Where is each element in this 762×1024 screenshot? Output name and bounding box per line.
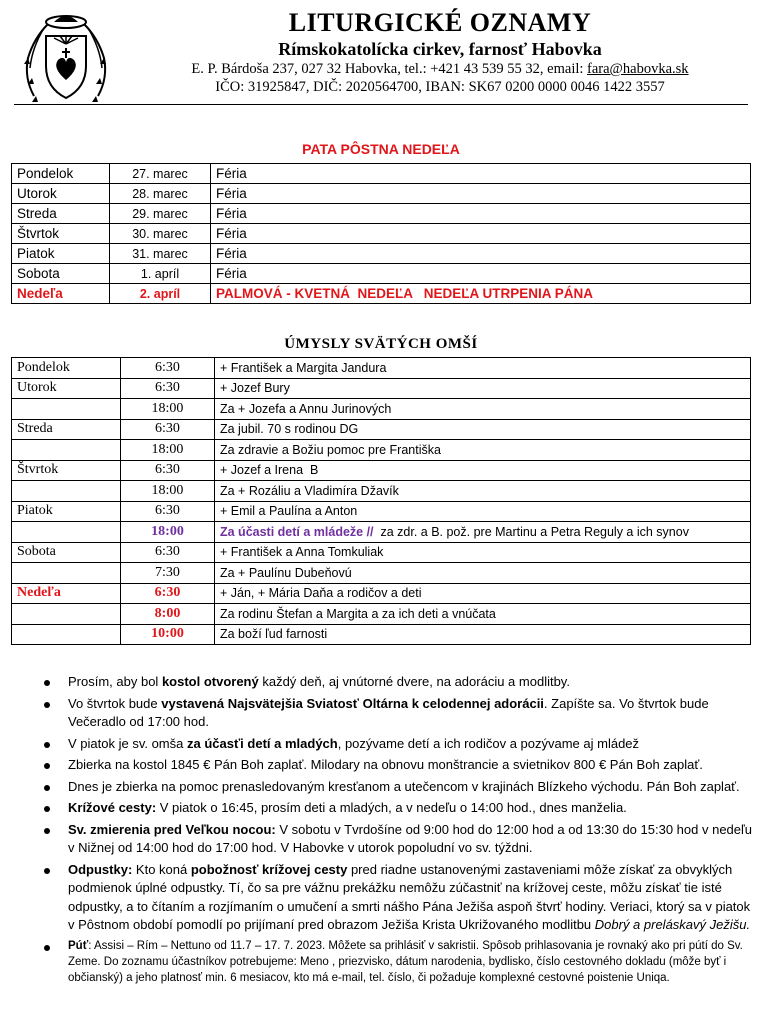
list-item (48, 821, 754, 858)
bullet-icon (44, 742, 50, 748)
intention-text: Za rodinu Štefan a Margita a za ich deti a vnúčata (220, 606, 496, 621)
note-text: Sv. zmierenia pred Veľkou nocou: (68, 821, 276, 837)
note-text: Odpustky: (68, 861, 133, 877)
list-item (48, 673, 754, 692)
date-cell: 30. marec (110, 224, 211, 244)
intention-cell (215, 378, 751, 399)
table-row (12, 563, 751, 584)
table-row (12, 224, 751, 244)
intention-text: Za + Rozáliu a Vladimíra Džavík (220, 483, 399, 498)
date-cell: 29. marec (110, 204, 211, 224)
masses-title: ÚMYSLY SVÄTÝCH OMŠÍ (284, 336, 478, 352)
intention-text: + Jozef Bury (220, 381, 290, 396)
liturgy-cell: PALMOVÁ - KVETNÁ NEDEĽA NEDEĽA UTRPENIA PÁNA (211, 284, 751, 304)
day-cell: Piatok (12, 244, 110, 264)
time-cell: 18:00 (121, 399, 215, 420)
table-row (12, 624, 751, 645)
liturgy-cell: Féria (211, 244, 751, 264)
date-cell: 27. marec (110, 164, 211, 184)
day-cell: Sobota (12, 264, 110, 284)
day-cell: Nedeľa (12, 583, 121, 604)
time-cell: 8:00 (121, 604, 215, 625)
day-cell: Streda (12, 419, 121, 440)
parish-name: Rímskokatolícka cirkev, farnosť Habovka (278, 39, 602, 59)
intention-text: Za boží ľud farnosti (220, 627, 328, 642)
time-cell: 6:30 (121, 542, 215, 563)
table-row (12, 244, 751, 264)
table-row (12, 378, 751, 399)
table-row (12, 184, 751, 204)
table-row (12, 419, 751, 440)
day-cell: Sobota (12, 542, 121, 563)
list-item (48, 938, 754, 986)
intention-cell (215, 522, 751, 543)
date-cell: 1. apríl (110, 264, 211, 284)
time-cell: 18:00 (121, 522, 215, 543)
email-link[interactable]: fara@habovka.sk (587, 61, 689, 77)
liturgy-cell: Féria (211, 204, 751, 224)
day-cell: Utorok (12, 184, 110, 204)
note-text: Vo štvrtok bude (68, 695, 162, 711)
time-cell: 18:00 (121, 440, 215, 461)
week-title: PATA PÔSTNA NEDEĽA (302, 141, 460, 157)
youth-mass-label: Za účasti detí a mládeže // (220, 524, 374, 539)
day-cell (12, 522, 121, 543)
intention-cell (215, 604, 751, 625)
letterhead (130, 8, 750, 96)
week-calendar-table (11, 163, 751, 304)
liturgy-cell: Féria (211, 224, 751, 244)
intention-text: Za + Paulínu Dubeňovú (220, 565, 352, 580)
day-cell: Nedeľa (12, 284, 110, 304)
liturgy-cell: Féria (211, 164, 751, 184)
table-row (12, 604, 751, 625)
bullet-icon (44, 806, 50, 812)
parish-address (130, 60, 750, 78)
intention-text: Za zdravie a Božiu pomoc pre Františka (220, 442, 441, 457)
note-text: kostol otvorený (161, 674, 259, 689)
day-cell: Piatok (12, 501, 121, 522)
table-row (12, 204, 751, 224)
time-cell: 6:30 (121, 460, 215, 481)
intention-text: Za + Jozefa a Annu Jurinových (220, 401, 392, 416)
date-cell: 28. marec (110, 184, 211, 204)
intention-text: za zdr. a B. pož. pre Martinu a Petra Reguly a ich synov (373, 524, 689, 539)
table-row (12, 399, 751, 420)
table-row (12, 358, 751, 379)
parish-crest-logo (14, 8, 118, 112)
mass-intentions-table (11, 357, 751, 645)
intention-cell (215, 563, 751, 584)
intention-cell (215, 583, 751, 604)
table-row (12, 164, 751, 184)
note-text: pobožnosť krížovej cesty (190, 861, 348, 877)
note-text: V piatok je sv. omša (68, 735, 187, 751)
liturgy-cell: Féria (211, 184, 751, 204)
intention-cell (215, 481, 751, 502)
time-cell: 6:30 (121, 358, 215, 379)
table-row (12, 284, 751, 304)
bullet-icon (44, 945, 50, 951)
day-cell (12, 563, 121, 584)
table-row (12, 460, 751, 481)
day-cell: Streda (12, 204, 110, 224)
day-cell: Pondelok (12, 358, 121, 379)
table-row (12, 583, 751, 604)
table-row (12, 481, 751, 502)
day-cell: Štvrtok (12, 224, 110, 244)
time-cell: 18:00 (121, 481, 215, 502)
intention-cell (215, 419, 751, 440)
table-row (12, 522, 751, 543)
day-cell (12, 399, 121, 420)
note-text: V piatok o 16:45, prosím deti a mladých, a v nedeľu o 14:00 hod., dnes manželia. (156, 800, 627, 815)
day-cell: Utorok (12, 378, 121, 399)
document-title: LITURGICKÉ OZNAMY (288, 8, 592, 37)
bullet-icon (44, 785, 50, 791)
intention-text: + Ján, + Mária Daňa a rodičov a deti (220, 586, 422, 601)
intention-cell (215, 440, 751, 461)
note-text: : Assisi – Rím – Nettuno od 11.7 – 17. 7. 2023. Môžete sa prihlásiť v sakristii. Spôsob prihlasovania je rovnaký ako pri pútí do Sv. Zeme. Do zoznamu účastníkov potrebujeme: Meno , priezvisko, dátum narodenia, bydlisko, číslo cestovného dokladu (môže byť i občianský) a jeho platnosť min. 6 mesiacov, kto má e-mail, tel. číslo, či požaduje komplexné cestovné poistenie Uniqa. (68, 939, 743, 984)
note-text: Dnes je zbierka na pomoc prenasledovaným kresťanom a utečencom v krajinách Blízkeho východu. Pán Boh zaplať. (68, 778, 740, 794)
bullet-icon (44, 702, 50, 708)
intention-cell (215, 501, 751, 522)
note-text: Kto koná (132, 861, 191, 877)
time-cell: 6:30 (121, 419, 215, 440)
liturgy-cell: Féria (211, 264, 751, 284)
day-cell: Štvrtok (12, 460, 121, 481)
note-text: pred riadne ustanovenými zastaveniami môže získať za obvyklých podmienok úplné odpustky. Tí, čo sa pre vážnu prekážku nemôžu zúčastniť na krížovej ceste, môžu získať tie isté odpustky, a to čítaním a rozjímaním o umučení a smrti nášho Pána Ježiša aspoň štvrť hodiny. Veriaci, ktorý sa v piatok v Pôstnom období pomodlí po prijímaní pred obrazom Ježiša Krista Ukrižovaného modlitbu (68, 861, 751, 932)
bullet-icon (44, 828, 50, 834)
intention-cell (215, 542, 751, 563)
table-row (12, 440, 751, 461)
header-divider (14, 104, 748, 105)
bullet-icon (44, 763, 50, 769)
intention-text: + Emil a Paulína a Anton (220, 504, 358, 519)
list-item (48, 756, 754, 775)
note-text: za účasťi detí a mladých (186, 735, 338, 751)
note-text: Krížové cesty: (68, 800, 157, 815)
time-cell: 6:30 (121, 583, 215, 604)
note-text: každý deň, aj vnútorné dvere, na adoráciu a modlitby. (258, 674, 570, 689)
bullet-icon (44, 680, 50, 686)
time-cell: 6:30 (121, 378, 215, 399)
bullet-icon (44, 868, 50, 874)
time-cell: 6:30 (121, 501, 215, 522)
intention-cell (215, 624, 751, 645)
day-cell (12, 624, 121, 645)
date-cell: 2. apríl (110, 284, 211, 304)
list-item (48, 799, 754, 818)
day-cell: Pondelok (12, 164, 110, 184)
intention-text: + František a Anna Tomkuliak (220, 545, 384, 560)
note-text: , pozývame detí a ich rodičov a pozývame aj mládež (337, 735, 640, 751)
note-text: V sobotu v Tvrdošíne od 9:00 hod do 12:00 hod a od 13:30 do 15:30 hod v nedeľu v Nižnej od 14:00 hod do 17:00 hod. V Habovke v utorok popoludní vo sv. týždni. (68, 821, 753, 855)
table-row (12, 542, 751, 563)
note-text: Prosím, aby bol (68, 674, 162, 689)
intention-text: + František a Margita Jandura (220, 360, 387, 375)
list-item (48, 735, 754, 754)
table-row (12, 264, 751, 284)
intention-cell (215, 460, 751, 481)
parish-ids: IČO: 31925847, DIČ: 2020564700, IBAN: SK67 0200 0000 0046 1422 3557 (215, 79, 665, 95)
time-cell: 10:00 (121, 624, 215, 645)
intention-text: Za jubil. 70 s rodinou DG (220, 422, 359, 437)
note-text: Zbierka na kostol 1845 € Pán Boh zaplať. Milodary na obnovu monštrancie a svietnikov 800 € Pán Boh zaplať. (68, 757, 703, 772)
table-row (12, 501, 751, 522)
intention-text: + Jozef a Irena B (220, 463, 319, 478)
address-text: E. P. Bárdoša 237, 027 32 Habovka, tel.: +421 43 539 55 32, email: (191, 61, 588, 77)
announcements-list (48, 673, 754, 989)
note-text: vystavená Najsvätejšia Sviatosť Oltárna k celodennej adorácii (161, 695, 544, 711)
note-text: Dobrý a preláskavý Ježišu. (594, 917, 751, 932)
intention-cell (215, 358, 751, 379)
list-item (48, 861, 754, 935)
day-cell (12, 440, 121, 461)
time-cell: 7:30 (121, 563, 215, 584)
note-text: . Zapíšte sa. Vo štvrtok bude Večeradlo od 17:00 hod. (68, 695, 709, 729)
day-cell (12, 481, 121, 502)
list-item (48, 778, 754, 797)
note-text: Púť (68, 939, 89, 952)
list-item (48, 695, 754, 732)
intention-cell (215, 399, 751, 420)
date-cell: 31. marec (110, 244, 211, 264)
day-cell (12, 604, 121, 625)
